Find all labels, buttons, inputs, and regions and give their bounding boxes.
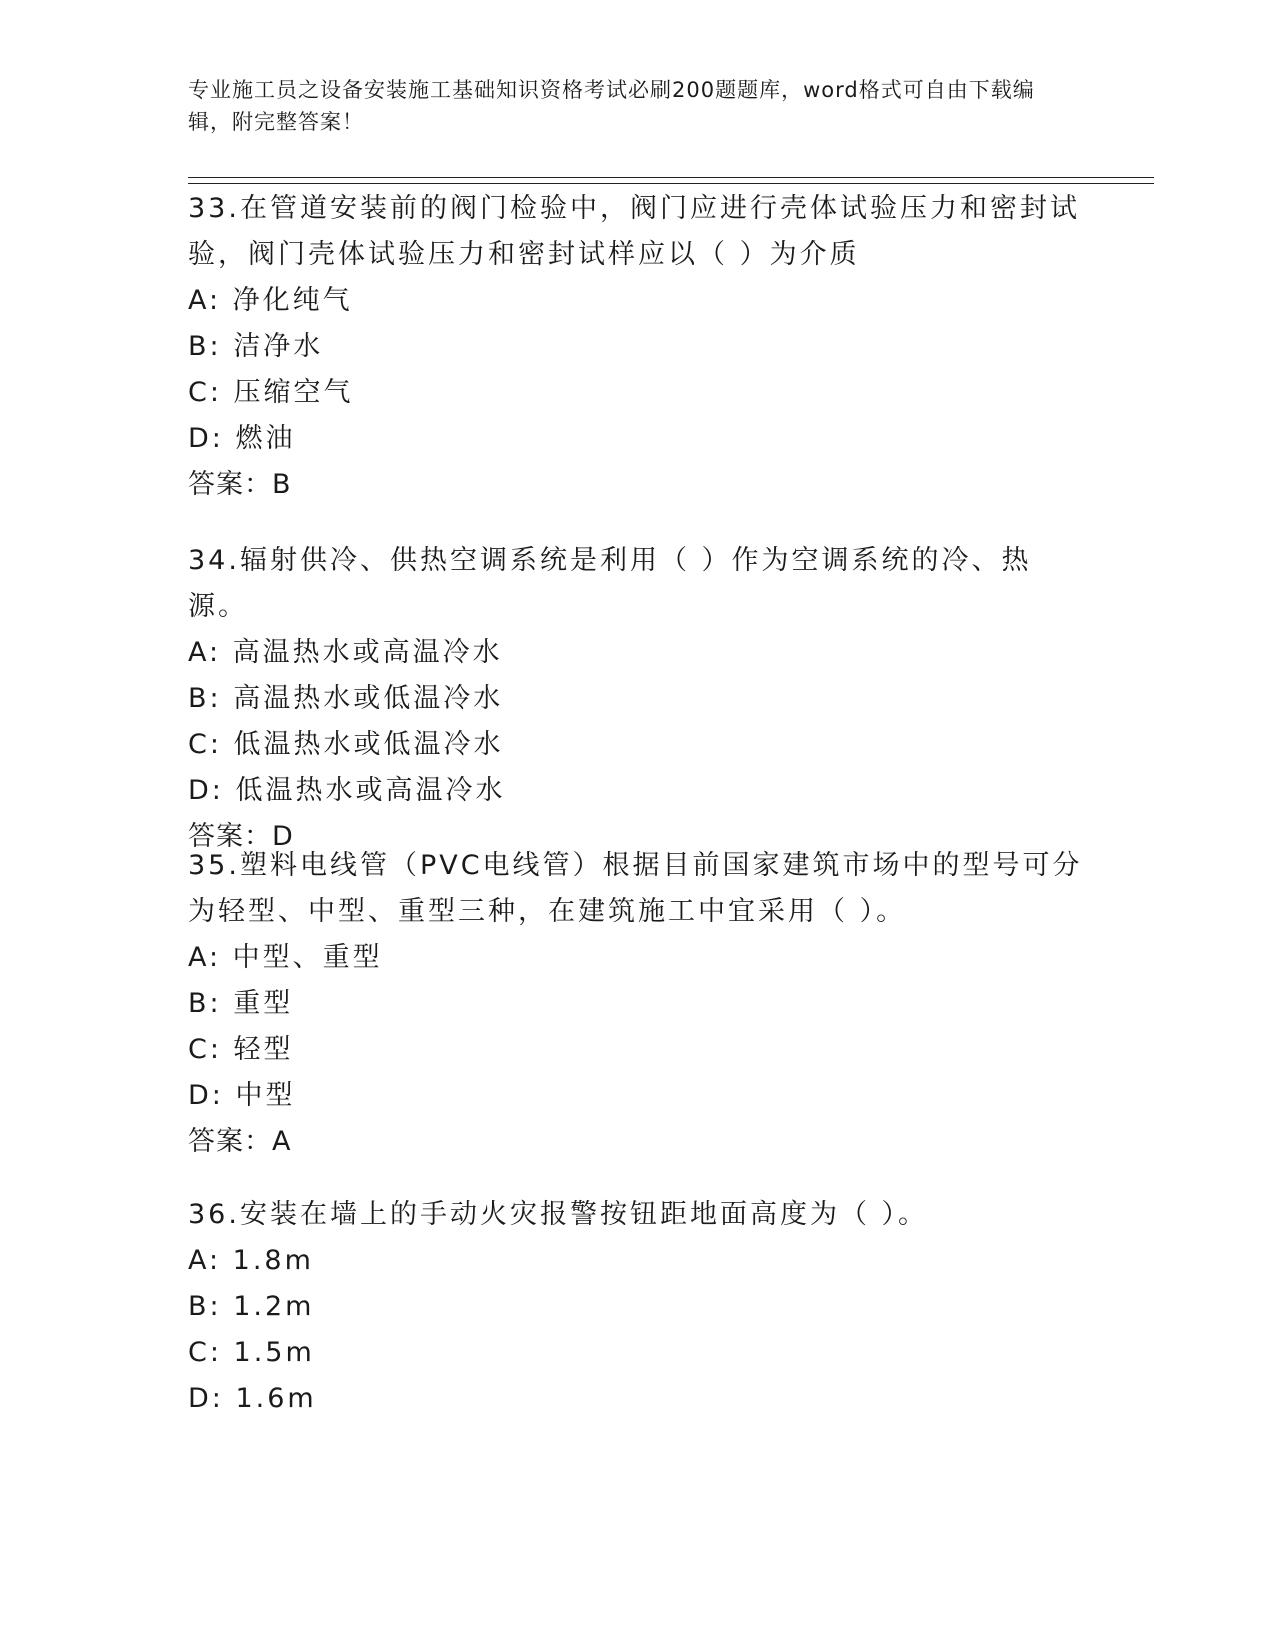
question-34 — [188, 538, 1088, 860]
option-d: D: 燃油 — [188, 423, 296, 454]
option-c: C: 低温热水或低温冷水 — [188, 729, 504, 760]
answer-line — [188, 462, 1088, 508]
option-c: C: 1.5m — [188, 1337, 315, 1368]
question-36 — [188, 1192, 1088, 1422]
option-a: A: 中型、重型 — [188, 942, 383, 973]
answer-label: 答案： — [188, 821, 272, 852]
answer-label: 答案： — [188, 469, 272, 500]
answer-value: B — [272, 469, 291, 500]
answer-value: A — [272, 1126, 291, 1157]
question-33 — [188, 186, 1088, 508]
option-d: D: 中型 — [188, 1080, 296, 1111]
header-rule-bottom — [188, 183, 1154, 184]
option-a: A: 高温热水或高温冷水 — [188, 637, 503, 668]
question-stem: 33.在管道安装前的阀门检验中，阀门应进行壳体试验压力和密封试验，阀门壳体试验压力和密封试样应以（ ）为介质 — [188, 193, 1080, 270]
question-stem: 34.辐射供冷、供热空调系统是利用（ ）作为空调系统的冷、热源。 — [188, 545, 1032, 622]
question-stem: 36.安装在墙上的手动火灾报警按钮距地面高度为（ ）。 — [188, 1199, 929, 1230]
header-rule-top — [188, 177, 1154, 178]
answer-value: D — [272, 821, 293, 852]
option-a: A: 净化纯气 — [188, 285, 353, 316]
option-b: B: 重型 — [188, 988, 294, 1019]
option-c: C: 轻型 — [188, 1034, 294, 1065]
answer-label: 答案： — [188, 1126, 272, 1157]
option-d: D: 1.6m — [188, 1383, 317, 1414]
option-c: C: 压缩空气 — [188, 377, 354, 408]
answer-line — [188, 1119, 1088, 1165]
option-d: D: 低温热水或高温冷水 — [188, 775, 506, 806]
option-b: B: 洁净水 — [188, 331, 324, 362]
question-stem: 35.塑料电线管（PVC电线管）根据目前国家建筑市场中的型号可分为轻型、中型、重型三种，在建筑施工中宜采用（ ）。 — [188, 850, 1083, 927]
document-header: 专业施工员之设备安装施工基础知识资格考试必刷200题题库，word格式可自由下载编辑，附完整答案！ — [188, 78, 1035, 134]
option-a: A: 1.8m — [188, 1245, 314, 1276]
question-35 — [188, 843, 1088, 1165]
option-b: B: 1.2m — [188, 1291, 315, 1322]
option-b: B: 高温热水或低温冷水 — [188, 683, 504, 714]
